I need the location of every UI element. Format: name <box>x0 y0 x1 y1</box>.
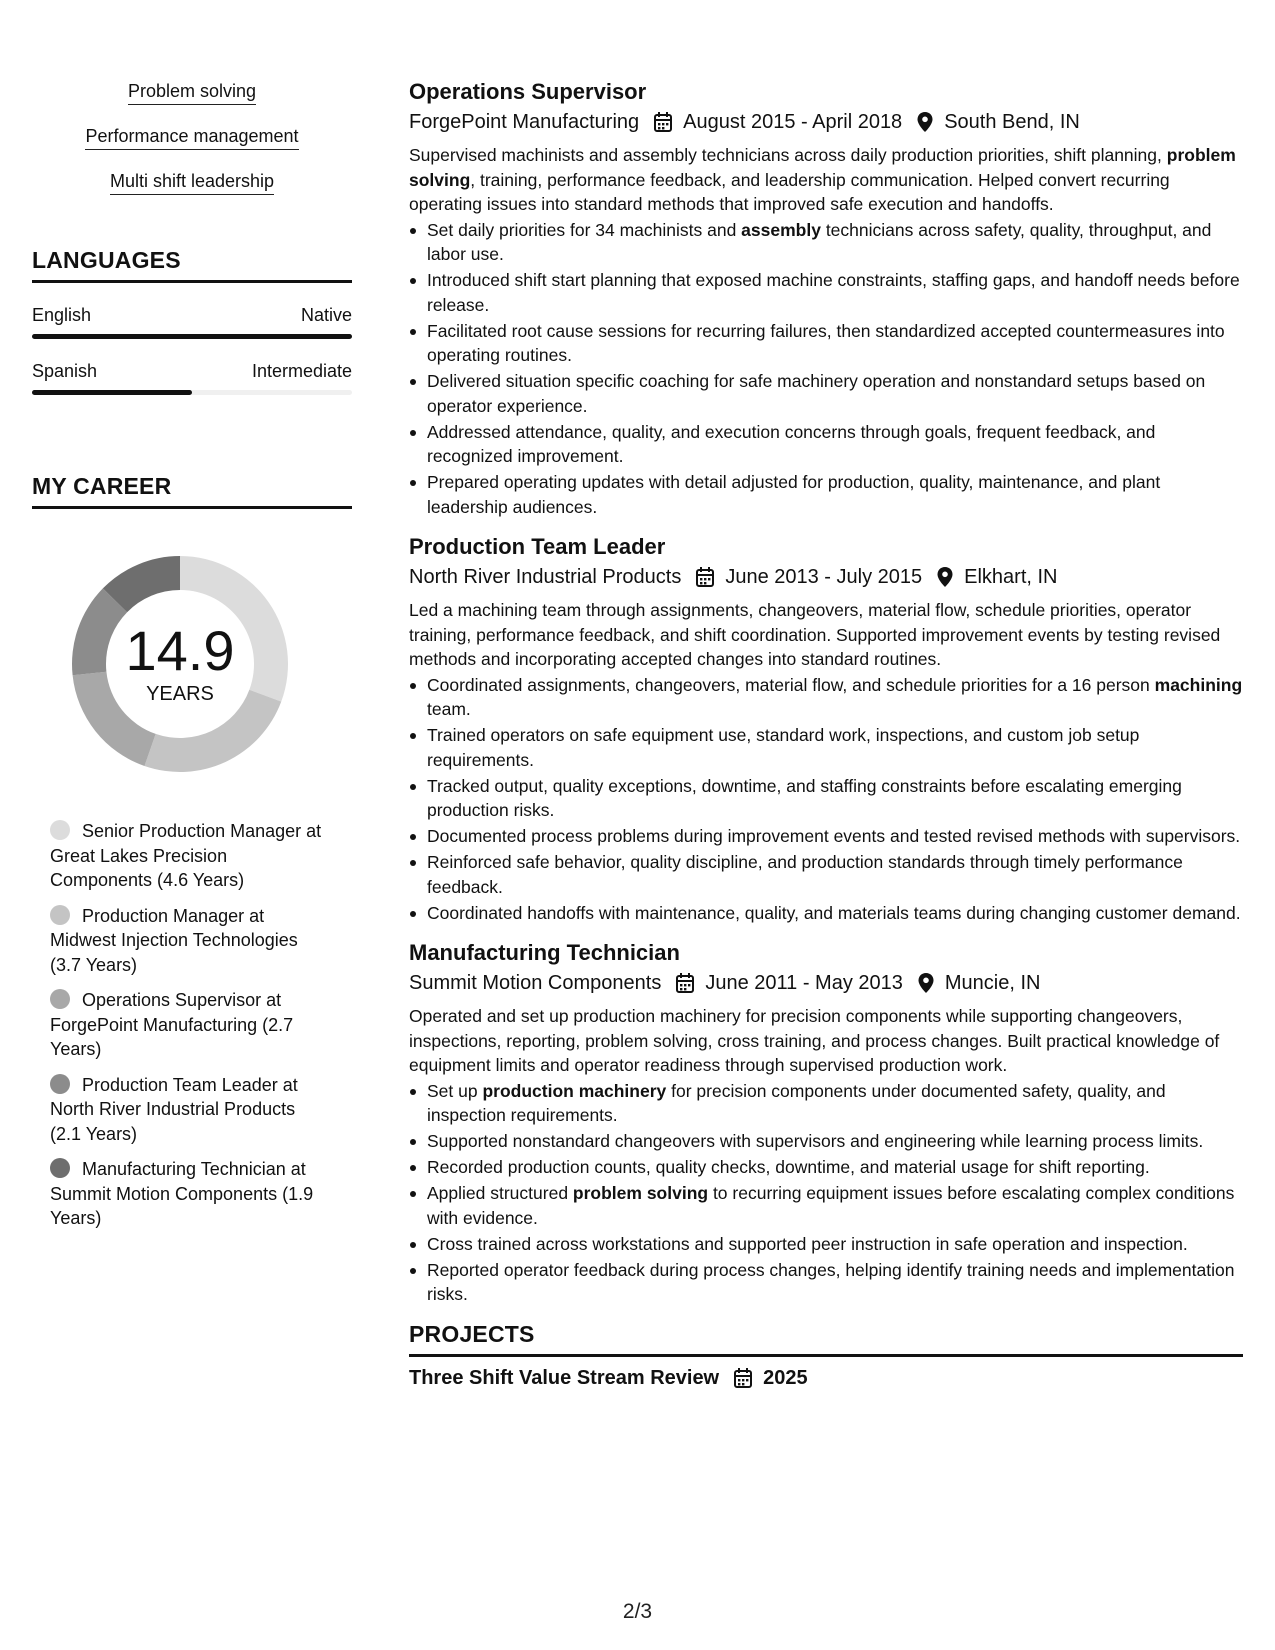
location-pin-icon <box>916 111 934 133</box>
language-name: Spanish <box>32 361 98 381</box>
job-location: Elkhart, IN <box>964 566 1058 588</box>
career-section <box>32 473 352 1231</box>
page-number: 2/3 <box>622 1600 653 1623</box>
job-title: Manufacturing Technician <box>409 940 680 965</box>
job-meta <box>409 109 1243 135</box>
career-legend-text: Production Manager at Midwest Injection Technologies (3.7 Years) <box>50 905 298 975</box>
career-donut-chart <box>65 549 295 779</box>
bullet-item <box>409 1232 1243 1257</box>
language-level: Intermediate <box>251 361 352 381</box>
career-legend <box>50 819 330 1231</box>
job-bullets <box>409 1079 1243 1307</box>
bullet-text: Prepared operating updates with detail adjusted for production, quality, maintenance, and plant leadership audiences. <box>427 472 1161 517</box>
bullet-text: Supported nonstandard changeovers with supervisors and engineering while learning process limits. <box>427 1131 1204 1151</box>
location-pin-icon <box>936 566 954 588</box>
bullet-text: Coordinated handoffs with maintenance, quality, and materials teams during changing customer demand. <box>427 902 1241 923</box>
bullet-item <box>409 774 1243 823</box>
career-legend-item <box>50 819 330 893</box>
bullet-item <box>409 723 1243 772</box>
bullet-item <box>409 268 1243 317</box>
job-dates: June 2011 - May 2013 <box>705 972 903 994</box>
calendar-icon <box>695 566 715 588</box>
description-text: , training, performance feedback, and leadership communication. Helped convert recurring operating issues into standard methods that improved safe execution and handoffs. <box>409 169 1170 214</box>
experience-item <box>409 939 1243 1307</box>
bullet-item <box>409 1258 1243 1307</box>
language-proficiency-fill <box>32 390 192 395</box>
bullet-text: Documented process problems during improvement events and tested revised methods with supervisors. <box>427 826 1241 846</box>
description-text: Supervised machinists and assembly technicians across daily production priorities, shift planning, <box>409 145 1167 165</box>
bullet-item <box>409 1181 1243 1230</box>
bullet-text: Delivered situation specific coaching for safe machinery operation and nonstandard setups based on operator experience. <box>427 371 1206 416</box>
language-name: English <box>32 305 92 325</box>
experience-item <box>409 533 1243 925</box>
bullet-item <box>409 319 1243 368</box>
skill-tag: Problem solving <box>128 80 256 105</box>
bullet-text: to recurring equipment issues before escalating complex conditions with evidence. <box>427 1183 1235 1228</box>
bullet-text: technicians across safety, quality, throughput, and labor use. <box>427 219 1212 264</box>
project-date: 2025 <box>763 1366 808 1389</box>
projects-section <box>409 1321 1243 1390</box>
bullet-text: Reported operator feedback during process changes, helping identify training needs and implementation risks. <box>427 1259 1235 1304</box>
career-legend-item <box>50 1073 330 1147</box>
description-text: Led a machining team through assignments, changeovers, material flow, schedule priorities, operator training, performance feedback, and shift coordination. Supported improvement events by testing revised methods and incorporating accepted changes into standard routines. <box>409 600 1221 669</box>
bullet-text: Coordinated assignments, changeovers, material flow, and schedule priorities for a 16 person <box>427 674 1155 695</box>
bullet-item <box>409 850 1243 899</box>
experience-item <box>409 78 1243 519</box>
bullet-text: Set daily priorities for 34 machinists and <box>427 219 742 240</box>
sidebar <box>32 80 352 1242</box>
career-legend-text: Senior Production Manager at Great Lakes Precision Components (4.6 Years) <box>50 821 322 890</box>
job-description <box>409 598 1243 672</box>
bullet-item <box>409 218 1243 267</box>
job-description <box>409 1004 1243 1078</box>
bullet-text: Trained operators on safe equipment use, standard work, inspections, and custom job setup requirements. <box>427 725 1140 770</box>
job-meta <box>409 564 1243 590</box>
experience-list <box>409 78 1243 1307</box>
calendar-icon <box>675 972 695 994</box>
career-legend-text: Manufacturing Technician at Summit Motion Components (1.9 Years) <box>50 1159 314 1228</box>
project-item <box>409 1367 1243 1390</box>
language-item <box>32 305 352 339</box>
language-proficiency-bar <box>32 390 352 395</box>
bullet-text: Recorded production counts, quality checks, downtime, and material usage for shift reporting. <box>427 1157 1150 1177</box>
main-content <box>409 78 1243 1390</box>
keyword: assembly <box>741 219 821 240</box>
career-legend-item <box>50 988 330 1062</box>
job-description <box>409 143 1243 217</box>
location-pin-icon <box>917 972 935 994</box>
job-location: Muncie, IN <box>944 972 1041 994</box>
bullet-text: Tracked output, quality exceptions, downtime, and staffing constraints before escalating emerging production risks. <box>427 775 1182 820</box>
language-item <box>32 361 352 395</box>
bullet-text: for precision components under documented safety, quality, and inspection requirements. <box>427 1080 1166 1125</box>
job-bullets <box>409 218 1243 520</box>
bullet-item <box>409 1079 1243 1128</box>
bullet-item <box>409 420 1243 469</box>
calendar-icon <box>653 111 673 133</box>
languages-heading: LANGUAGES <box>32 247 352 283</box>
languages-section <box>32 247 352 395</box>
job-title: Production Team Leader <box>409 534 666 559</box>
legend-dot <box>50 989 70 1009</box>
bullet-item <box>409 369 1243 418</box>
bullet-item <box>409 673 1243 722</box>
language-proficiency-bar <box>32 334 352 339</box>
bullet-text: Cross trained across workstations and supported peer instruction in safe operation and inspection. <box>427 1233 1188 1254</box>
skill-tag: Multi shift leadership <box>110 170 274 195</box>
career-legend-item <box>50 904 330 978</box>
legend-dot <box>50 1074 70 1094</box>
company-name: ForgePoint Manufacturing <box>409 111 640 133</box>
language-level: Native <box>300 305 352 325</box>
bullet-item <box>409 1155 1243 1180</box>
keyword: problem solving <box>409 145 1236 190</box>
bullet-text: Addressed attendance, quality, and execution concerns through goals, frequent feedback, and recognized improvement. <box>427 421 1156 466</box>
bullet-text: Reinforced safe behavior, quality discipline, and production standards through timely performance feedback. <box>427 852 1183 897</box>
keyword: problem solving <box>572 1183 709 1203</box>
skill-tag: Performance management <box>85 125 298 150</box>
bullet-text: Introduced shift start planning that exposed machine constraints, staffing gaps, and handoff needs before release. <box>427 270 1240 315</box>
projects-heading: PROJECTS <box>409 1321 1243 1357</box>
bullet-text: Set up <box>427 1080 483 1101</box>
job-meta <box>409 970 1243 996</box>
legend-dot <box>50 1158 70 1178</box>
legend-dot <box>50 820 70 840</box>
job-location: South Bend, IN <box>944 111 1080 133</box>
job-dates: June 2013 - July 2015 <box>725 566 923 588</box>
legend-dot <box>50 905 70 925</box>
career-legend-text: Production Team Leader at North River Industrial Products (2.1 Years) <box>50 1074 298 1144</box>
bullet-item <box>409 824 1243 849</box>
language-proficiency-fill <box>32 334 352 339</box>
project-name: Three Shift Value Stream Review <box>409 1366 720 1389</box>
bullet-text: team. <box>427 699 471 719</box>
job-title: Operations Supervisor <box>409 79 647 104</box>
bullet-text: Applied structured <box>427 1183 573 1203</box>
bullet-text: Facilitated root cause sessions for recurring failures, then standardized accepted countermeasures into operating routines. <box>427 320 1225 365</box>
bullet-item <box>409 470 1243 519</box>
calendar-icon <box>733 1367 753 1389</box>
job-dates: August 2015 - April 2018 <box>683 111 903 133</box>
bullet-item <box>409 901 1243 926</box>
description-text: Operated and set up production machinery for precision components while supporting changeovers, inspections, reporting, problem solving, cross training, and process changes. Built practical knowledge of equipment limits and operator readiness through supervised production work. <box>409 1006 1220 1075</box>
bullet-item <box>409 1129 1243 1154</box>
total-years-label: YEARS <box>146 683 214 705</box>
company-name: North River Industrial Products <box>409 566 682 588</box>
career-heading: MY CAREER <box>32 473 352 509</box>
career-legend-item <box>50 1157 330 1231</box>
job-bullets <box>409 673 1243 926</box>
total-years-value: 14.9 <box>125 619 235 682</box>
skills-list <box>32 80 352 215</box>
career-legend-text: Operations Supervisor at ForgePoint Manufacturing (2.7 Years) <box>50 990 294 1059</box>
keyword: machining <box>1154 674 1243 695</box>
keyword: production machinery <box>482 1080 667 1101</box>
company-name: Summit Motion Components <box>409 972 662 994</box>
